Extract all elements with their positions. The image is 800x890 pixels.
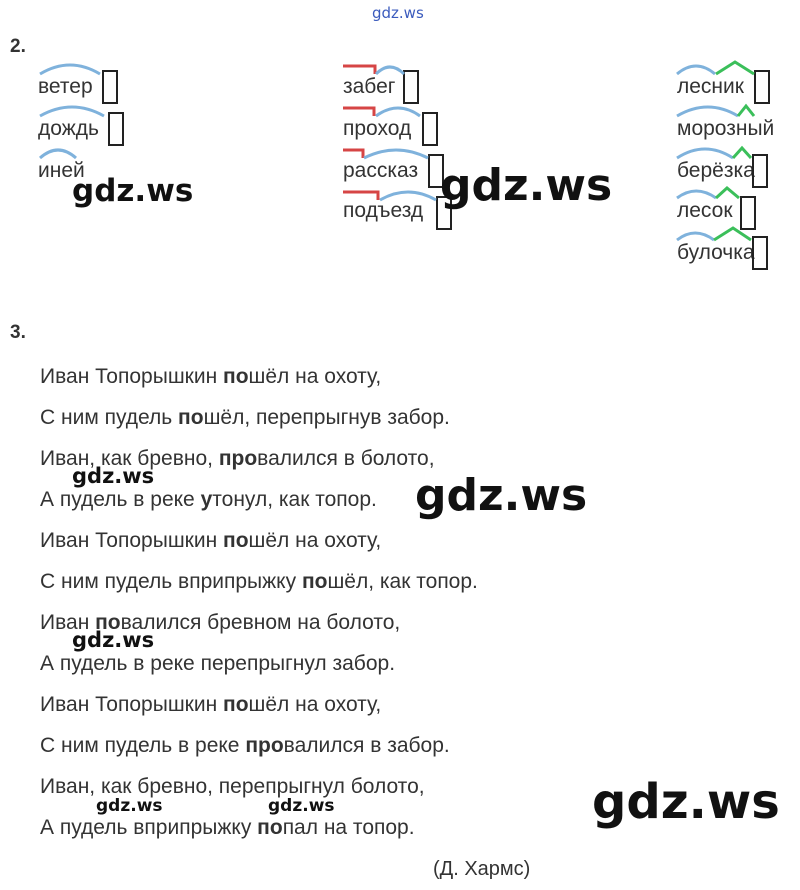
suffix-mark bbox=[716, 62, 754, 74]
word-prokhod: проход bbox=[343, 117, 412, 140]
poem-line: С ним пудель пошёл, перепрыгнув забор. bbox=[40, 406, 450, 429]
root-arc bbox=[677, 149, 733, 158]
root-arc bbox=[376, 67, 404, 74]
watermark: gdz.ws bbox=[72, 464, 155, 488]
word-iney: иней bbox=[38, 159, 85, 182]
prefix-mark bbox=[343, 150, 363, 158]
word-lesnik: лесник bbox=[677, 75, 744, 98]
poem-line: Иван Топорышкин пошёл на охоту, bbox=[40, 529, 382, 552]
word-beryozka: берёзка bbox=[677, 159, 755, 182]
prefix-mark bbox=[343, 66, 375, 74]
prefix-mark bbox=[343, 108, 374, 116]
top-watermark: gdz.ws bbox=[372, 4, 424, 22]
poem-line: С ним пудель вприпрыжку пошёл, как топор. bbox=[40, 570, 478, 593]
suffix-mark bbox=[716, 188, 739, 198]
root-arc bbox=[40, 107, 104, 116]
poem-line: А пудель в реке утонул, как топор. bbox=[40, 488, 377, 511]
prefix-mark bbox=[343, 192, 378, 200]
poem-line: А пудель вприпрыжку попал на топор. bbox=[40, 816, 415, 839]
watermark: gdz.ws bbox=[592, 774, 780, 830]
root-arc bbox=[40, 150, 76, 158]
word-podezd: подъезд bbox=[343, 199, 424, 222]
poem-line: А пудель в реке перепрыгнул забор. bbox=[40, 652, 396, 675]
poem-line: С ним пудель в реке провалился в забор. bbox=[40, 734, 450, 757]
root-arc bbox=[40, 65, 100, 74]
suffix-mark bbox=[733, 148, 751, 158]
watermark: gdz.ws bbox=[96, 796, 163, 816]
watermark: gdz.ws bbox=[72, 628, 155, 652]
suffix-mark bbox=[714, 228, 751, 240]
root-arc bbox=[364, 150, 428, 158]
root-arc bbox=[376, 108, 420, 116]
root-arc bbox=[677, 66, 715, 74]
poem-line: Иван, как бревно, провалился в болото, bbox=[40, 447, 435, 470]
watermark: gdz.ws bbox=[415, 470, 588, 521]
poem-line: Иван повалился бревном на болото, bbox=[40, 611, 401, 634]
root-arc bbox=[380, 192, 436, 200]
word-bulochka: булочка bbox=[677, 241, 755, 264]
morpheme-marks bbox=[0, 0, 800, 300]
task-3-number: 3. bbox=[10, 322, 26, 343]
task-2-number: 2. bbox=[10, 36, 26, 57]
word-dozhd: дождь bbox=[38, 117, 99, 140]
root-arc bbox=[677, 107, 738, 116]
poem-author: (Д. Хармс) bbox=[433, 858, 531, 880]
word-lesok: лесок bbox=[677, 199, 733, 222]
suffix-mark bbox=[738, 106, 754, 116]
watermark: gdz.ws bbox=[268, 796, 335, 816]
poem-line: Иван Топорышкин пошёл на охоту, bbox=[40, 365, 382, 388]
root-arc bbox=[677, 233, 714, 240]
poem-line: Иван, как бревно, перепрыгнул болото, bbox=[40, 775, 425, 798]
word-moroznyy: морозный bbox=[677, 117, 775, 140]
word-rasskaz: рассказ bbox=[343, 159, 419, 182]
watermark: gdz.ws bbox=[72, 173, 194, 209]
watermark: gdz.ws bbox=[440, 160, 613, 211]
word-veter: ветер bbox=[38, 75, 93, 98]
word-zabeg: забег bbox=[343, 75, 396, 98]
poem-line: Иван Топорышкин пошёл на охоту, bbox=[40, 693, 382, 716]
root-arc bbox=[677, 191, 716, 198]
